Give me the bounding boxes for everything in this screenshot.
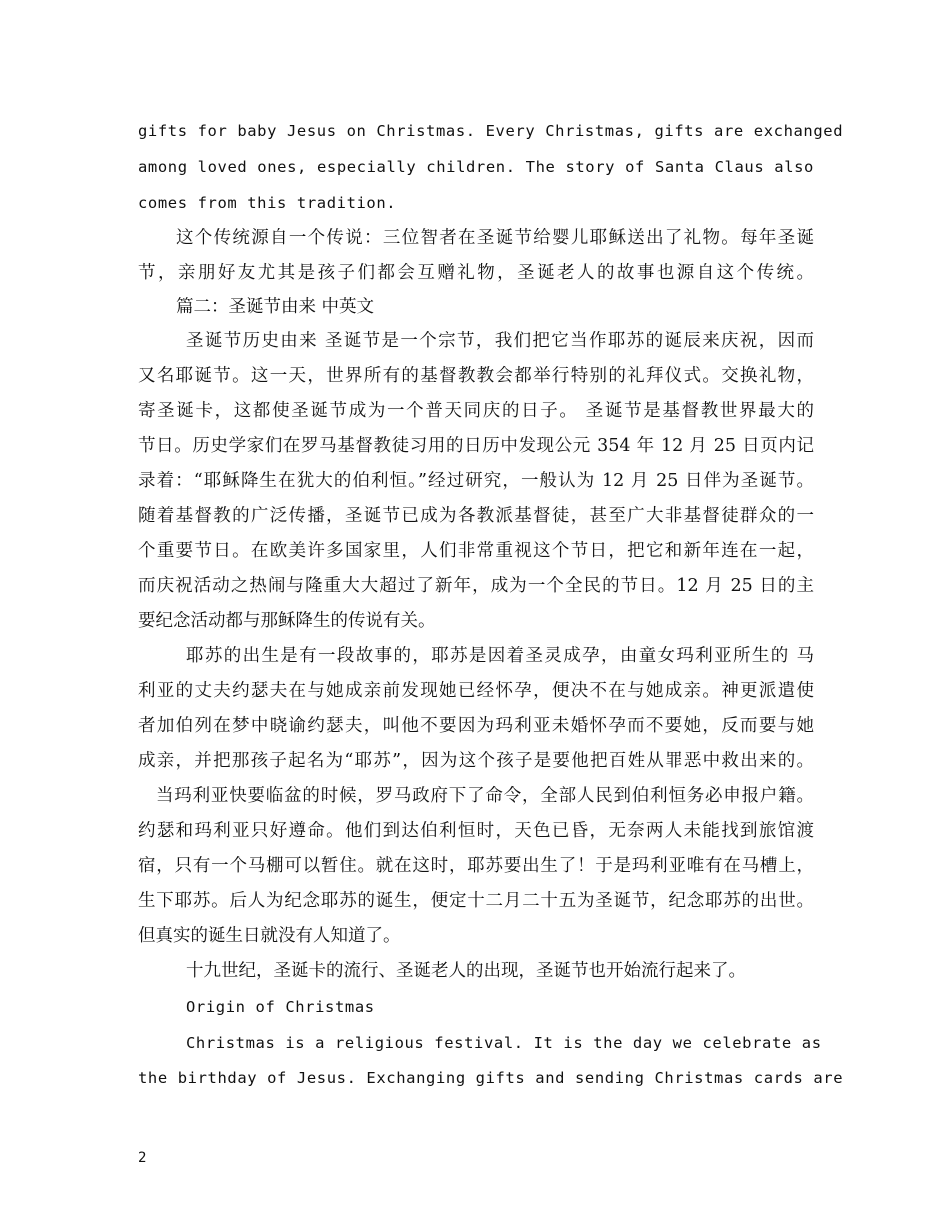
- text-line: 节日。历史学家们在罗马基督教徒习用的日历中发现公元 354 年 12 月 25 日页内记: [138, 436, 814, 456]
- text-line: gifts for baby Jesus on Christmas. Every Christmas, gifts are exchanged: [138, 122, 844, 140]
- text-line: 随着基督教的广泛传播，圣诞节已成为各教派基督徒，甚至广大非基督徒群众的一: [138, 506, 814, 526]
- text-line: 节，亲朋好友尤其是孩子们都会互赠礼物，圣诞老人的故事也源自这个传统。: [138, 263, 814, 283]
- text-line: 成亲，并把那孩子起名为“耶苏”，因为这个孩子是要他把百姓从罪恶中救出来的。: [138, 751, 814, 771]
- text-line: Christmas is a religious festival. It is the day we celebrate as: [186, 1034, 822, 1052]
- text-line: 个重要节日。在欧美许多国家里，人们非常重视这个节日，把它和新年连在一起，: [138, 541, 814, 561]
- text-line: comes from this tradition.: [138, 194, 397, 212]
- text-line: 者加伯列在梦中晓谕约瑟夫，叫他不要因为玛利亚未婚怀孕而不要她，反而要与她: [138, 716, 814, 736]
- text-line: 利亚的丈夫约瑟夫在与她成亲前发现她已经怀孕，便决不在与她成亲。神更派遣使: [138, 681, 814, 701]
- text-line: 约瑟和玛利亚只好遵命。他们到达伯利恒时，天色已昏，无奈两人未能找到旅馆渡: [138, 821, 814, 841]
- text-line: 录着：“耶稣降生在犹大的伯利恒。”经过研究，一般认为 12 月 25 日伴为圣诞节。: [138, 471, 814, 491]
- text-line: 圣诞节历史由来 圣诞节是一个宗节，我们把它当作耶苏的诞辰来庆祝，因而: [186, 331, 814, 351]
- page-number: 2: [138, 1150, 147, 1166]
- text-line: 生下耶苏。后人为纪念耶苏的诞生，便定十二月二十五为圣诞节，纪念耶苏的出世。: [138, 891, 814, 911]
- section-heading: 篇二：圣诞节由来 中英文: [176, 297, 375, 317]
- section-heading: Origin of Christmas: [186, 998, 375, 1016]
- text-line: 又名耶诞节。这一天，世界所有的基督教教会都举行特别的礼拜仪式。交换礼物，: [138, 366, 814, 386]
- text-line: 十九世纪，圣诞卡的流行、圣诞老人的出现，圣诞节也开始流行起来了。: [186, 961, 746, 981]
- text-line: 当玛利亚快要临盆的时候，罗马政府下了命令，全部人民到伯利恒务必申报户籍。: [156, 786, 814, 806]
- text-line: 寄圣诞卡，这都使圣诞节成为一个普天同庆的日子。 圣诞节是基督教世界最大的: [138, 401, 814, 421]
- text-line: 而庆祝活动之热闹与隆重大大超过了新年，成为一个全民的节日。12 月 25 日的主: [138, 576, 814, 596]
- text-line: 这个传统源自一个传说：三位智者在圣诞节给婴儿耶稣送出了礼物。每年圣诞: [176, 228, 814, 248]
- text-line: the birthday of Jesus. Exchanging gifts and sending Christmas cards are: [138, 1069, 844, 1087]
- text-line: 耶苏的出生是有一段故事的，耶苏是因着圣灵成孕，由童女玛利亚所生的 马: [186, 646, 814, 666]
- text-line: among loved ones, especially children. The story of Santa Claus also: [138, 158, 814, 176]
- text-line: 宿，只有一个马棚可以暂住。就在这时，耶苏要出生了！于是玛利亚唯有在马槽上，: [138, 856, 814, 876]
- text-line: 要纪念活动都与那稣降生的传说有关。: [138, 611, 436, 631]
- text-line: 但真实的诞生日就没有人知道了。: [138, 926, 401, 946]
